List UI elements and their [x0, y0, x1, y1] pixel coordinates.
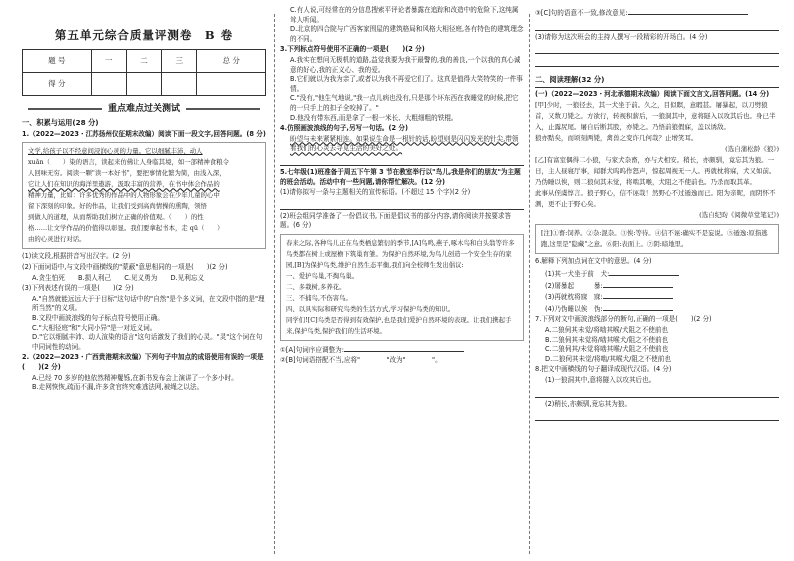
question-5-sub1: (1)请你拟写一条与主题相关的宣传标语。(不超过 15 个字)(2 分): [280, 188, 471, 197]
q6-item-text: (4)乃伪睡以俟 伪:: [545, 304, 603, 313]
question-1-stem: 1.（2022—2023・江苏扬州仪征期末改编）阅读下面一段文字,回答问题。(8 分): [22, 129, 266, 138]
question-1-sub3: (3)下列表述有误的一项是( )(2 分): [22, 284, 134, 293]
score-cell: 二: [126, 49, 161, 72]
option-b: B.它们就以为我为亲了,或者以为我不再爱它们了。这真是值得大笑特笑的一件事情。: [290, 75, 523, 93]
proposal-item: 一、爱护鸟巢,不掏鸟巢。: [286, 271, 359, 280]
top-spacer: [535, 0, 779, 6]
q6-item-text: (1)其一犬坐于前 犬:: [545, 269, 610, 278]
question-4-model: 盼望与未来紧紧相连。如果说生命是一根针的话,盼望则是闪闪发光的针尖,带领着我们的心灵去寻觅生活的美好之处。: [290, 134, 519, 153]
sub-q3-blank[interactable]: [628, 7, 748, 15]
sub-q1-blank[interactable]: [344, 344, 464, 352]
text-yi-source: (选自纪昀《阅微草堂笔记》): [699, 211, 779, 220]
text-jia-source: (选自蒲松龄《狼》): [725, 145, 779, 154]
proposal-item: 三、不捕鸟,不伤害鸟。: [286, 293, 352, 302]
passage-line: 人回味无穷。阅读一颗"读一本好书"，要把事情化繁为简，由浅入深，: [28, 169, 226, 178]
proposal-passage: [280, 234, 524, 341]
exam-title: 第五单元综合质量评测卷 B 卷: [54, 28, 234, 42]
question-5-sub3: (3)请你为这次班会的主持人撰写一段精彩的开场白。(4 分): [535, 32, 708, 41]
question-5-sub1-answer-line[interactable]: [280, 199, 524, 210]
question-6-item: [535, 291, 779, 303]
question-1-sub2: (2)下面词语中,与文段中画横线的"蒙蔽"意思相同的一项是( )(2 分): [22, 262, 228, 271]
question-6-stem: 6.解释下列加点词在文中的意思。(4 分): [535, 257, 652, 266]
option-a: A.二狼伺其未觉/将啮其喉/犬阻之不使前也: [545, 325, 669, 334]
question-7-stem: 7.下列对文中画波浪线部分的断句,正确的一项是( )(2 分): [535, 315, 712, 324]
question-8-item-2: (2)稍长,亦颇驯,竟忘其为狼。: [545, 399, 632, 408]
annotations-text: [注]①畜:饲养。②杂:混杂。③俟:等待。④信不诬:确实不是妄说。⑤遁逸:原指逃跑,这里是"隐藏"之意。⑥阳:表面上。⑦阴:暗地里。: [541, 229, 768, 249]
question-5-stem: 5.七年级(1)班准备于周五下午第 3 节在教室举行以"鸟儿,我是你们的朋友"为主题的班会活动。活动中有一些问题,请你帮忙解决。(12 分): [280, 167, 521, 186]
banner-line-right: [186, 108, 260, 110]
question-1-sub1: (1)读文段,根据拼音写出汉字。(2 分): [22, 252, 131, 261]
question-5-sub3-answer-line[interactable]: [535, 43, 779, 54]
option-d: D.二狼伺其未觉/将啮/其喉犬/阻之不使前也: [545, 354, 671, 363]
column-right: [535, 0, 779, 561]
question-6-item: [535, 280, 779, 292]
question-1-sub2-options: A.贪生怕死 B.损人利己 C.见义勇为 D.见利忘义: [32, 273, 205, 282]
section-heading-2: 二、阅读理解(32 分): [535, 75, 779, 88]
banner-line-left: [28, 108, 102, 110]
text-yi: [乙]有富室偶得二小狼，与家犬杂畜，亦与犬相安。稍长，亦颇驯，竟忘其为狼。一日，主人昼寝厅事，闻群犬呜呜作怒声，惊起周视无一人。再就枕将寐，犬又如前。乃伪睡以俟，则二狼伺其未觉，将啮其喉，犬阻之不使前也。乃杀而取其革。: [535, 156, 776, 187]
passage-line: 留下深刻的印象。好的作品，让我们受到高尚情操的熏陶，领悟: [28, 202, 207, 211]
question-6-item: [535, 303, 779, 315]
option-b: B.走网恢恢,疏而不漏,许多贪官终究难逃法网,被绳之以法。: [32, 383, 204, 392]
option-c: C."没有,"他生气地说,"我一点儿病也没有,只是那个坏东西在我睡觉的时候,把它的一只手上的扣子全咬掉了。": [290, 94, 519, 112]
passage-line: 它让人们在知识的海洋里遨游，汲取丰富的营养，在书中体会作品的: [28, 180, 220, 189]
option-c: C.有人说,可经常在的分信息搜索平评论者暴露在追踪和改造中的危险下,这纯属耸人听闻。: [290, 6, 519, 24]
section-heading-1: 一、积累与运用(28 分): [22, 118, 99, 128]
option-d: D.北京的四合院与广西客家围屋的建筑格局和风格大相径庭,各有特色的建筑理念的不同。: [290, 25, 524, 43]
proposal-item: 四、以具实际和研究鸟类的生活方式,学习保护鸟类的知识。: [286, 304, 455, 313]
option-d: D."它以细腻丰沛、动人渲染的语言"这句话激发了我们的心灵。"灵"这个词在句中同词性的动词。: [32, 333, 263, 351]
score-cell: 一: [91, 49, 126, 72]
q6-blank[interactable]: [603, 303, 673, 311]
proposal-closing: 同学们![C]鸟类是否得到有效保护,也是我们爱护自然环境的表现。让我们携起手来,保护鸟类,保护我们的生活环境。: [286, 315, 512, 335]
question-1-passage: [22, 142, 266, 249]
banner-text: 重点难点过关测试: [108, 103, 181, 114]
q6-blank[interactable]: [603, 280, 673, 288]
question-8-answer-line[interactable]: [535, 410, 779, 421]
column-divider-1: [274, 14, 275, 554]
text-yi-comment: 此事从侄虞惇言。狼子野心，信不诬哉！然野心不过遁逸而已。阳为亲昵，而阴怀不测，更不止于野心矣。: [535, 189, 776, 209]
score-cell: 题 号: [23, 49, 92, 72]
question-5-sub2: (2)班会组同学准备了一份倡议书,下面是倡议书的部分内容,请你阅读并按要求答题。(6 分): [280, 211, 512, 230]
question-5-sub-q1: [280, 344, 524, 356]
question-8-answer-line[interactable]: [535, 387, 779, 398]
question-5-sub-q2: ②[B]句词语搭配不当,应将" "改为" "。: [280, 356, 442, 365]
score-table: [22, 49, 266, 96]
q6-blank[interactable]: [609, 268, 679, 276]
sub-q3-text: ③[C]句的语意不一致,修改意见:: [535, 9, 628, 17]
annotations-box: [535, 224, 779, 254]
proposal-body: 春来之际,各种鸟儿正在鸟类栖息繁衍的季节,[A]鸟鸣,燕子,啄木鸟和白头翁等许多鸟类都在树上或屋檐下筑巢育雏。为保护自然环境,为鸟儿创造一个安全生存的家园,[B]为保护鸟类,维护自然生态平衡,我们向全校师生发出倡议:: [286, 238, 515, 269]
passage-line: 精神力量，比如：许多优秀的作品中的人物形象会在少年儿童的心中: [28, 191, 220, 200]
question-8-stem: 8.把文中画横线的句子翻译成现代汉语。(4 分): [535, 365, 672, 374]
proposal-item: 二、多栽树,多养花。: [286, 282, 346, 291]
score-input-total[interactable]: [197, 72, 266, 95]
passage-line: 到做人的道理，从而帮助我们树立正确的价值观。（ ）的性: [28, 213, 204, 222]
question-4-answer-line[interactable]: [280, 155, 524, 166]
column-left: [22, 0, 266, 561]
option-a: A.已经 70 多岁的他依然精神矍铄,在新书发布会上演讲了一个多小时。: [32, 373, 238, 382]
q6-blank[interactable]: [603, 291, 673, 299]
score-input-3[interactable]: [162, 72, 197, 95]
score-input-2[interactable]: [126, 72, 161, 95]
option-a: A.我实在想问无极机的道路,益觉我要为我干最警的,我的善良,一个以我的真心诚意的好心,我的正义心、我的爱。: [290, 55, 521, 74]
q6-item-text: (2)屠暴起 暴:: [545, 281, 603, 290]
column-middle: [280, 0, 524, 561]
passage-line: 格……让文学作品的价值得以彰显。我们要拿起书本，走 qū（ ）: [28, 224, 224, 233]
passage-line: xuǎn（ ）染的语言，读起来仿佛让人身临其境，如一部精神食粮令: [28, 158, 229, 167]
question-5-sub3-answer-line[interactable]: [535, 56, 779, 67]
option-c: C.二狼伺其/未觉将啮其喉/犬阻之不使前也: [545, 345, 669, 354]
score-cell: 得 分: [23, 72, 92, 95]
sub-q3-answer-line[interactable]: [535, 20, 779, 31]
question-4-stem: 4.仿照画波浪线的句子,另写一句话。(2 分): [280, 124, 409, 133]
option-a: A."自然就能远远大于于目标"这句话中的"自然"是个多义词，在文段中指的是"理所当然"的义项。: [32, 294, 265, 313]
question-5-sub-q3: [535, 7, 779, 19]
question-6-item: [535, 268, 779, 280]
passage-line: 由的心灵进行对话。: [28, 235, 86, 244]
score-input-1[interactable]: [91, 72, 126, 95]
text-jia-comment: 狼亦黠矣，而顷刻两毙，禽兽之变诈几何哉？止增笑耳。: [535, 134, 698, 143]
q6-item-text: (3)再就枕将寐 寐:: [545, 293, 603, 302]
section-banner: [22, 105, 266, 115]
score-cell: 总 分: [197, 49, 266, 72]
score-table-header-row: [23, 49, 266, 72]
option-c: C."大相径庭"和"大同小异"是一对近义词。: [32, 323, 157, 332]
option-b: B.文段中画波浪线的句子标点符号使用正确。: [32, 313, 164, 322]
passage-line: 文学,给孩子以不经意间浸润心灵的力量。它以细腻丰沛、动人: [28, 147, 203, 156]
text-jia: [甲]少时，一狼径去，其一犬坐于前。久之，目似瞑，意暇甚。屠暴起，以刀劈狼首，又数刀毙之。方欲行，转视积薪后，一狼洞其中，意将隧入以攻其后也。身已半入，止露尻尾。屠自后断其股，亦毙之。乃悟前狼假寐，盖以诱敌。: [535, 101, 776, 132]
score-cell: 三: [162, 49, 197, 72]
option-b: B.二狼伺其未觉将/啮其喉犬/阻之不使前也: [545, 335, 669, 344]
question-8-item-1: (1)一狼洞其中,意将隧入以攻其后也。: [545, 375, 656, 384]
sub-q1-text: ①[A]句词序应调整为:: [280, 345, 344, 354]
column-divider-2: [529, 14, 530, 554]
option-d: D.他没有带东西,而是拿了一根一米长、大粗细粗的铁棍。: [290, 113, 458, 122]
question-3-stem: 3.下列标点符号使用不正确的一项是( )(2 分): [280, 45, 425, 54]
question-2-stem: 2.（2022—2023・广西贵港期末改编）下列句子中加点的成语使用有误的一项是( )(2 分): [22, 353, 264, 371]
reading-1-stem: (一)（2022—2023・河北承德期末改编）阅读下面文言文,回答问题。(14 分): [535, 89, 770, 98]
classical-text: [535, 100, 779, 221]
score-table-score-row: [23, 72, 266, 95]
